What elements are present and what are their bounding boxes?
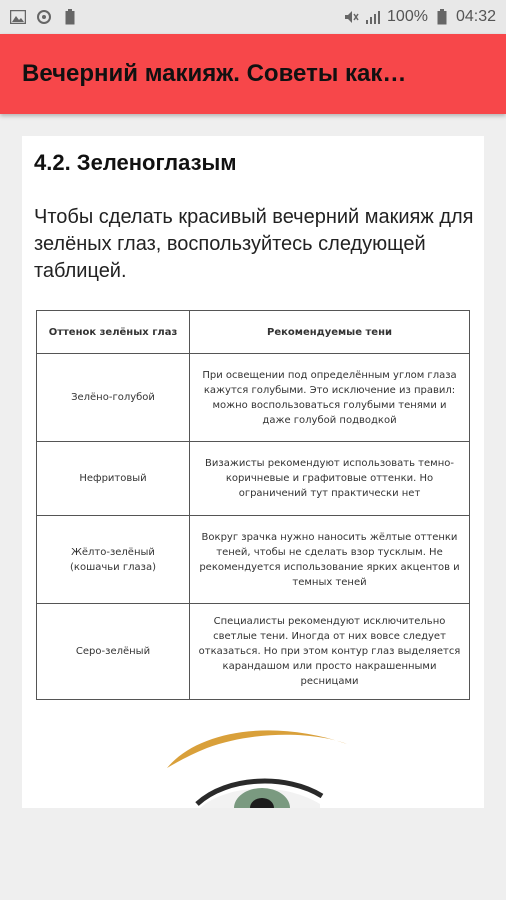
status-bar bbox=[0, 0, 506, 34]
eye-illustration bbox=[22, 696, 484, 808]
clock: 04:32 bbox=[455, 8, 496, 25]
status-bar-left bbox=[0, 9, 78, 25]
eye-shade-table bbox=[36, 310, 470, 700]
table-cell-advice: Визажисты рекомендуют использовать темно-коричневые и графитовые оттенки. Но ограничений тут практически нет bbox=[190, 442, 470, 516]
table-row bbox=[37, 604, 470, 700]
eyebrow-shape bbox=[167, 730, 347, 768]
intro-paragraph: Чтобы сделать красивый вечерний макияж для зелёных глаз, воспользуйтесь следующей таблицей. bbox=[34, 206, 474, 282]
table-row bbox=[37, 442, 470, 516]
sync-icon bbox=[36, 9, 52, 25]
app-title: Вечерний макияж. Советы как… bbox=[22, 60, 407, 87]
table-header-row bbox=[37, 311, 470, 354]
table-cell-shade: Зелёно-голубой bbox=[37, 354, 190, 442]
app-bar bbox=[0, 34, 506, 114]
table-cell-advice: При освещении под определённым углом глаза кажутся голубыми. Это исключение из правил: можно воспользоваться голубыми тенями и даже голубой подводкой bbox=[190, 354, 470, 442]
status-bar-right bbox=[343, 8, 506, 26]
table-header-shade: Оттенок зелёных глаз bbox=[37, 311, 190, 354]
battery-saver-icon bbox=[62, 9, 78, 25]
table-cell-advice: Специалисты рекомендуют исключительно светлые тени. Иногда от них вовсе следует отказаться. Но при этом контур глаз выделяется карандашом или просто накрашенными ресницами bbox=[190, 604, 470, 700]
table-cell-shade: Жёлто-зелёный (кошачьи глаза) bbox=[37, 516, 190, 604]
table-header-advice: Рекомендуемые тени bbox=[190, 311, 470, 354]
section-heading: 4.2. Зеленоглазым bbox=[34, 150, 237, 175]
table-row bbox=[37, 516, 470, 604]
signal-icon bbox=[365, 9, 381, 25]
battery-icon bbox=[434, 9, 450, 25]
battery-percent: 100% bbox=[387, 8, 428, 25]
table-row bbox=[37, 354, 470, 442]
article-content[interactable] bbox=[22, 136, 484, 808]
table-cell-shade: Серо-зелёный bbox=[37, 604, 190, 700]
table-cell-shade: Нефритовый bbox=[37, 442, 190, 516]
table-cell-advice: Вокруг зрачка нужно наносить жёлтые оттенки теней, чтобы не сделать взор тусклым. Не рекомендуется использование ярких акцентов и темных теней bbox=[190, 516, 470, 604]
mute-icon bbox=[343, 9, 359, 25]
image-icon bbox=[10, 9, 26, 25]
